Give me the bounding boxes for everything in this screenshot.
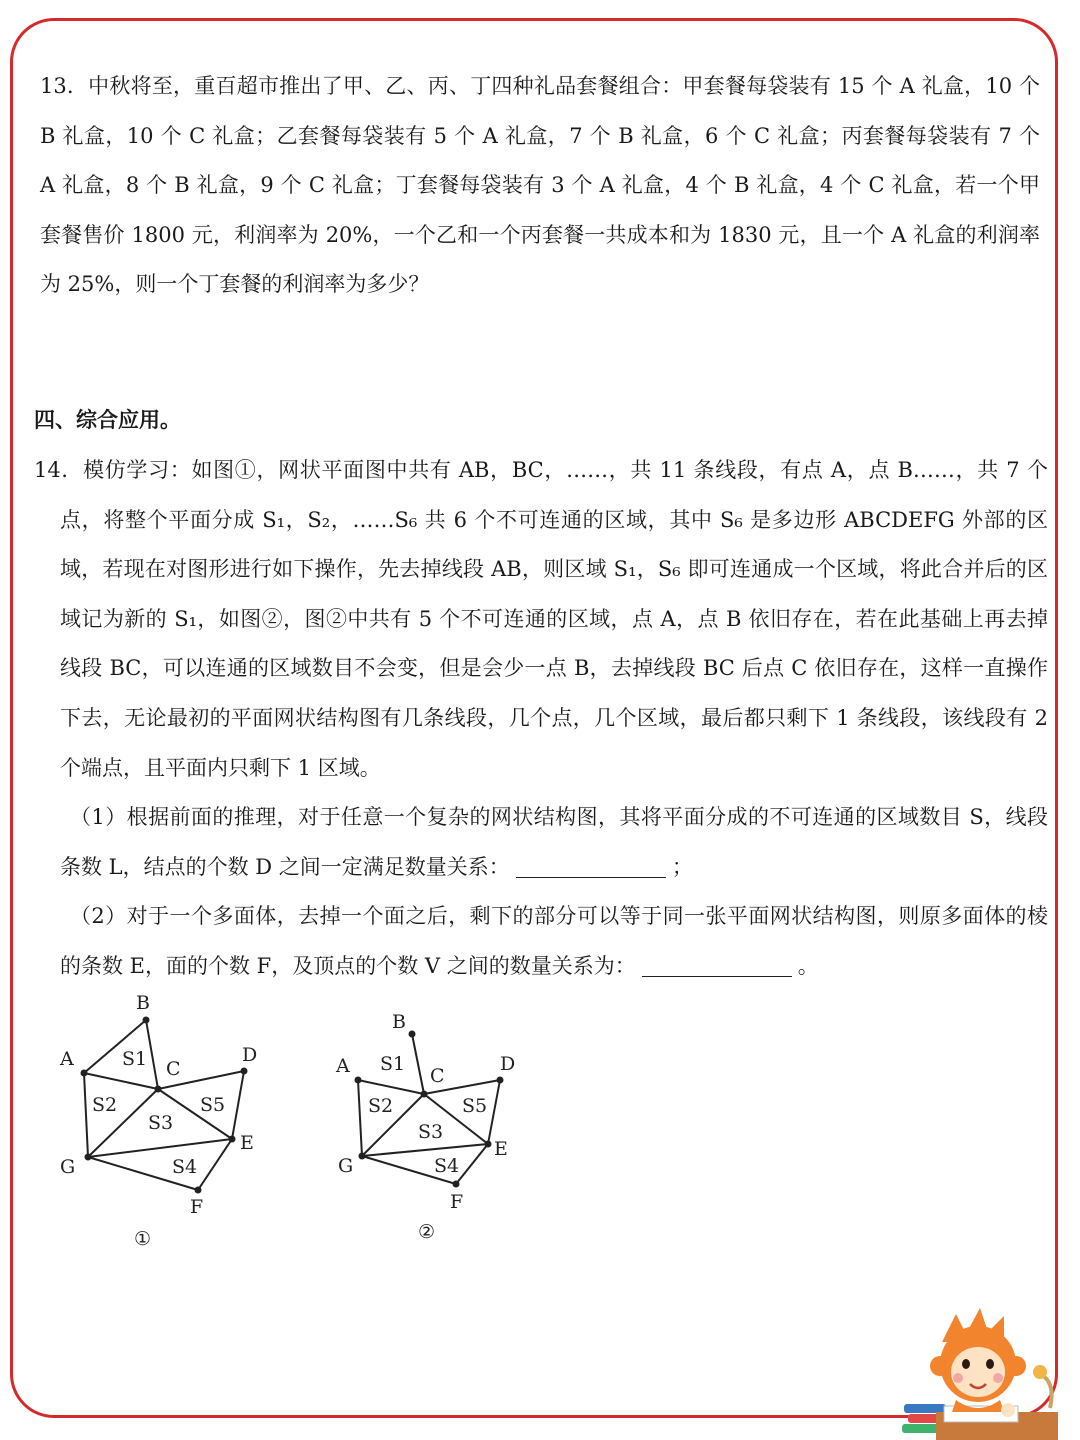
point-f — [195, 1187, 202, 1194]
part-2-end: 。 — [797, 953, 819, 978]
part-2-text: （2）对于一个多面体，去掉一个面之后，剩下的部分可以等于同一张平面网状结构图，则原多面体的棱的条数 E，面的个数 F，及顶点的个数 V 之间的数量关系为： — [60, 904, 1048, 978]
monkey-mascot-illustration — [900, 1308, 1060, 1440]
label-f: F — [190, 1196, 204, 1218]
label-e: E — [494, 1138, 508, 1160]
region-s4: S4 — [434, 1155, 460, 1177]
part-1-answer-blank[interactable] — [516, 855, 666, 878]
point-d — [241, 1068, 248, 1075]
segment-de — [488, 1080, 500, 1144]
segment-ag — [84, 1073, 88, 1157]
label-g: G — [60, 1156, 76, 1178]
region-s5: S5 — [200, 1094, 226, 1116]
point-d — [497, 1077, 504, 1084]
label-b: B — [136, 992, 150, 1014]
figure-1-caption: ① — [134, 1228, 152, 1250]
region-s5: S5 — [462, 1095, 488, 1117]
label-d: D — [242, 1044, 258, 1066]
segment-fe — [456, 1144, 488, 1184]
question-14-part-1 — [34, 793, 1048, 892]
point-b — [143, 1017, 150, 1024]
label-d: D — [500, 1053, 516, 1075]
region-s3: S3 — [148, 1112, 174, 1134]
segment-fe — [198, 1139, 232, 1190]
point-b — [409, 1031, 416, 1038]
question-14-intro: 14．模仿学习：如图①，网状平面图中共有 AB，BC，……，共 11 条线段，有点 A，点 B……，共 7 个点，将整个平面分成 S₁，S₂，……S₆ 共 6 个不可连通的区域，其中 S₆ 是多边形 ABCDEFG 外部的区域，若现在对图形进行如下操作，先去掉线段 AB，则区域 S₁，S₆ 即可连通成一个区域，将此合并后的区域记为新的 S₁，如图②，图②中共有 5 个不可连通的区域，点 A，点 B 依旧存在，若在此基础上再去掉线段 BC，可以连通的区域数目不会变，但是会少一点 B，去掉线段 BC 后点 C 依旧存在，这样一直操作下去，无论最初的平面网状结构图有几条线段，几个点，几个区域，最后都只剩下 1 条线段，该线段有 2 个端点，且平面内只剩下 1 区域。 — [34, 458, 1048, 780]
figure-2 — [330, 1000, 550, 1250]
segment-bc — [412, 1034, 424, 1094]
point-a — [355, 1077, 362, 1084]
region-s2: S2 — [92, 1094, 118, 1116]
figure-1 — [50, 985, 290, 1255]
region-s4: S4 — [172, 1156, 198, 1178]
label-a: A — [336, 1055, 350, 1077]
label-c: C — [166, 1058, 181, 1080]
region-s1: S1 — [380, 1053, 406, 1075]
segment-ac — [358, 1080, 424, 1094]
question-14 — [34, 446, 1048, 992]
section-heading: 四、综合应用。 — [34, 408, 181, 432]
label-b: B — [392, 1011, 406, 1033]
region-s3: S3 — [418, 1121, 444, 1143]
segment-ge — [362, 1144, 488, 1156]
part-1-text: （1）根据前面的推理，对于任意一个复杂的网状结构图，其将平面分成的不可连通的区域数目 S，线段条数 L，结点的个数 D 之间一定满足数量关系： — [60, 805, 1048, 879]
label-g: G — [338, 1155, 354, 1177]
figure-2-caption: ② — [418, 1221, 436, 1243]
label-a: A — [60, 1048, 74, 1070]
label-e: E — [240, 1132, 254, 1154]
region-s1: S1 — [122, 1048, 148, 1070]
question-13: 13．中秋将至，重百超市推出了甲、乙、丙、丁四种礼品套餐组合：甲套餐每袋装有 15 个 A 礼盒，10 个 B 礼盒，10 个 C 礼盒；乙套餐每袋装有 5 个 A 礼盒，7 个 B 礼盒，6 个 C 礼盒；丙套餐每袋装有 7 个 A 礼盒，8 个 B 礼盒，9 个 C 礼盒；丁套餐每袋装有 3 个 A 礼盒，4 个 B 礼盒，4 个 C 礼盒，若一个甲套餐售价 1800 元，利润率为 20%，一个乙和一个丙套餐一共成本和为 1830 元，且一个 A 礼盒的利润率为 25%，则一个丁套餐的利润率为多少？ — [40, 74, 1040, 296]
point-f — [453, 1181, 460, 1188]
segment-ge — [88, 1139, 232, 1157]
part-1-end: ； — [671, 854, 693, 879]
part-2-answer-blank[interactable] — [642, 954, 792, 977]
point-g — [359, 1153, 366, 1160]
point-e — [485, 1141, 492, 1148]
question-14-part-2 — [34, 892, 1048, 991]
segment-bc — [146, 1020, 158, 1089]
point-a — [81, 1070, 88, 1077]
point-c — [155, 1086, 162, 1093]
segment-ac — [84, 1073, 158, 1089]
label-f: F — [450, 1191, 464, 1213]
label-c: C — [430, 1065, 445, 1087]
point-g — [85, 1154, 92, 1161]
point-c — [421, 1091, 428, 1098]
region-s2: S2 — [368, 1095, 394, 1117]
segment-ag — [358, 1080, 362, 1156]
point-e — [229, 1136, 236, 1143]
segment-de — [232, 1071, 244, 1139]
